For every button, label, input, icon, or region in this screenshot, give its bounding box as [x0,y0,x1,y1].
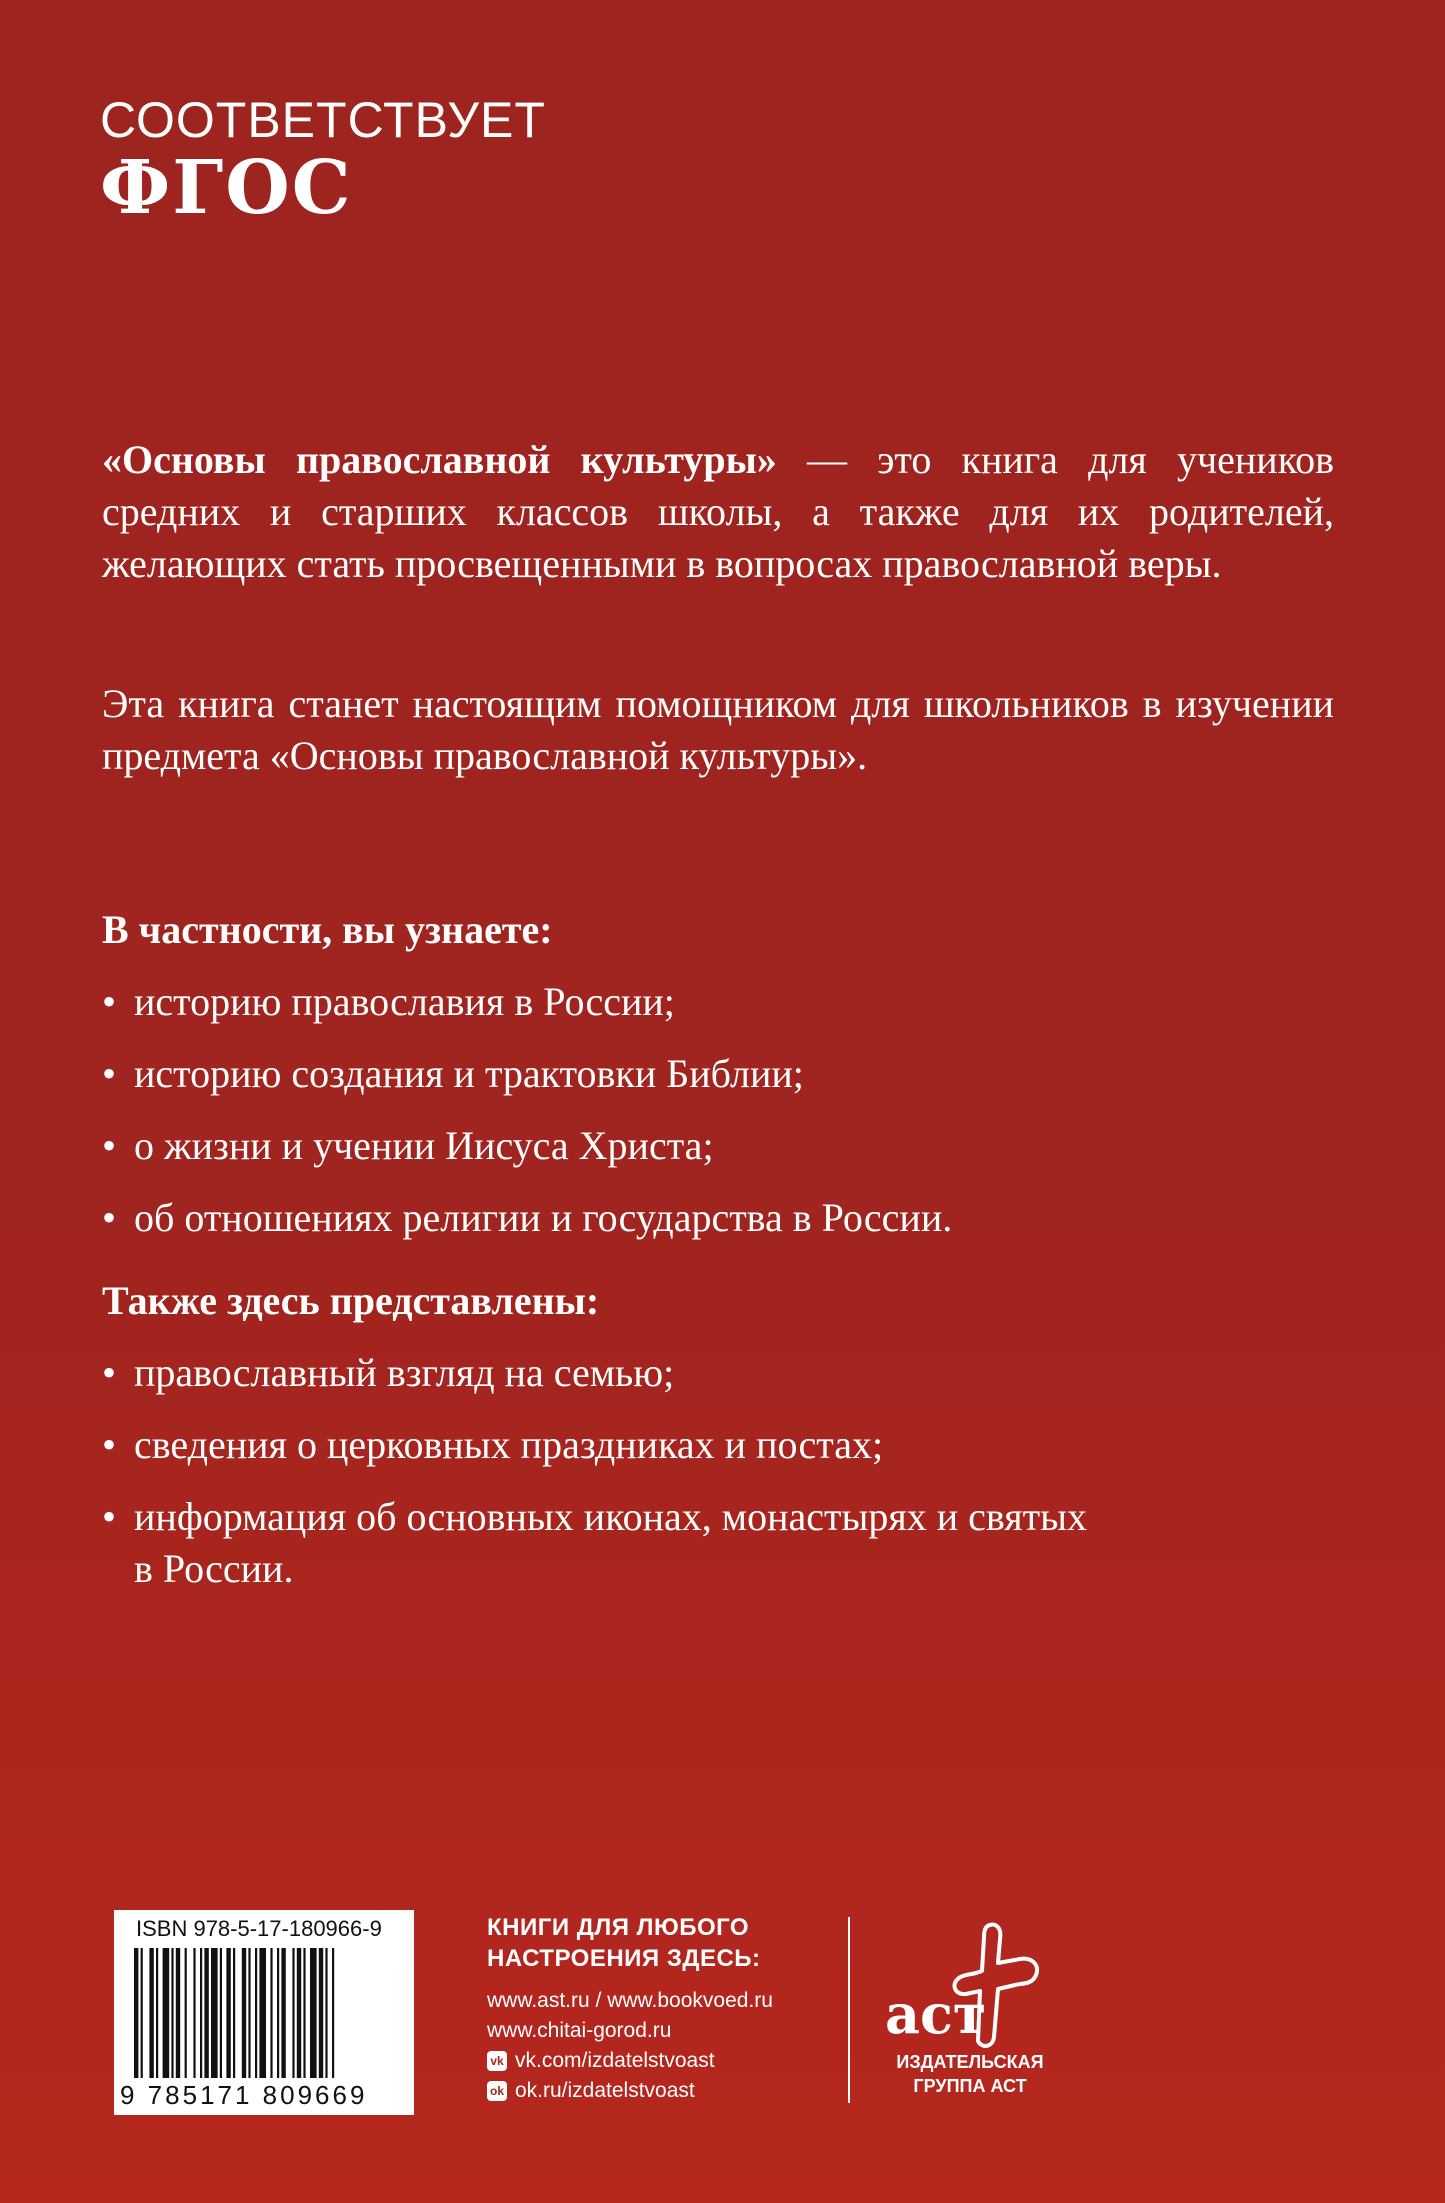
shop-links [487,1986,827,2106]
ok-link-text: ok.ru/izdatelstvoast [515,2079,695,2102]
publisher-caption-line1: ИЗДАТЕЛЬСКАЯ [896,2052,1044,2072]
second-paragraph: Эта книга станет настоящим помощником для школьников в изучении предмета «Основы православной культуры». [102,681,1334,778]
where-to-buy [487,1912,827,2106]
list-item: • сведения о церковных праздниках и постах; [102,1419,1342,1471]
shop-title [487,1912,827,1974]
fgos-line2: ФГОС [100,145,353,231]
link-chitai-gorod[interactable]: www.chitai-gorod.ru [487,2019,672,2042]
intro-paragraph [102,434,1334,590]
list-item: • об отношениях религии и государства в России. [102,1192,1342,1244]
section2-list [102,1347,1342,1615]
divider [848,1917,850,2103]
list-item: • о жизни и учении Иисуса Христа; [102,1120,1342,1172]
shop-title-line2: НАСТРОЕНИЯ ЗДЕСЬ: [487,1945,761,1972]
list-item: • информация об основных иконах, монастырях и святых в России. [102,1491,1102,1595]
barcode-bars [134,1948,396,2078]
fgos-line1: СООТВЕТСТВУЕТ [100,92,546,148]
list-item: • православный взгляд на семью; [102,1347,1342,1399]
barcode-block [114,1910,414,2115]
publisher-caption-line2: ГРУППА АСТ [913,2076,1027,2096]
isbn-text: ISBN 978-5-17-180966-9 [136,1916,382,1941]
link-ok[interactable] [487,2076,827,2106]
section1-list [102,976,1342,1264]
section1-heading: В частности, вы узнаете: [102,907,553,952]
fgos-badge [100,92,546,231]
vk-link-text: vk.com/izdatelstvoast [515,2049,715,2072]
shop-title-line1: КНИГИ ДЛЯ ЛЮБОГО [487,1914,750,1941]
ean-number: 9 785171 809669 [120,2080,368,2110]
vk-icon: vk [487,2051,507,2071]
link-ast-bookvoed[interactable]: www.ast.ru / www.bookvoed.ru [487,1989,773,2012]
link-vk[interactable] [487,2046,827,2076]
ok-icon: ok [487,2081,507,2101]
publisher-caption [870,2050,1070,2098]
logo-text: аст [885,1982,987,2046]
intro-text: — это книга для учеников средних и старших классов школы, а также для их родителей, желающих стать просвещенными в вопросах православной веры. [102,437,1334,586]
list-item: • историю православия в России; [102,976,1342,1028]
section2-heading: Также здесь представлены: [102,1278,600,1323]
list-item: • историю создания и трактовки Библии; [102,1048,1342,1100]
book-title: «Основы православной культуры» [102,437,777,482]
